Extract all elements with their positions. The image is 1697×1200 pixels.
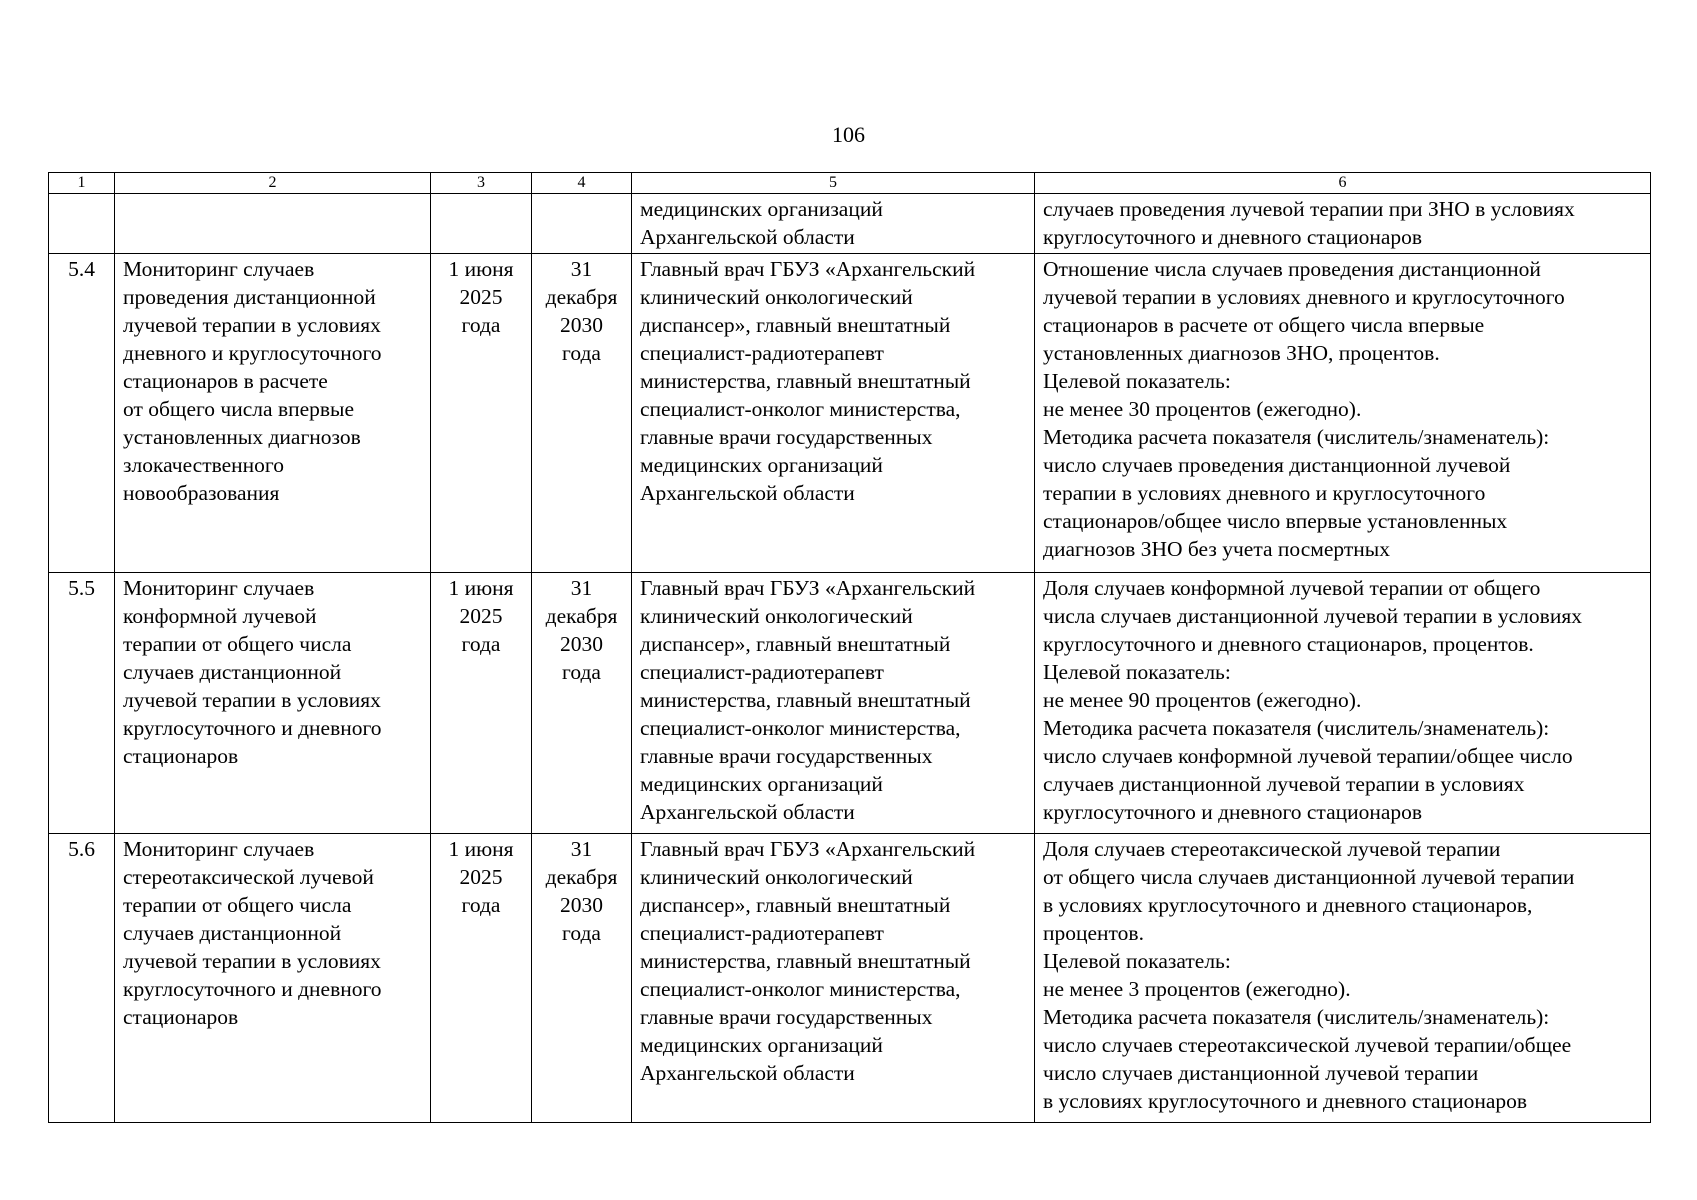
end-date-cell — [532, 194, 632, 254]
indicator-cell — [1035, 254, 1651, 573]
num-cell — [49, 194, 115, 254]
text-line: число случаев проведения дистанционной лучевой — [1043, 453, 1511, 477]
text-line: Главный врач ГБУЗ «Архангельский — [640, 837, 976, 861]
end-date-cell — [532, 573, 632, 834]
text-line: случаев проведения лучевой терапии при ЗНО в условиях — [1043, 197, 1575, 221]
text-line: стационаров в расчете — [123, 369, 328, 393]
text-line: Методика расчета показателя (числитель/знаменатель): — [1043, 425, 1550, 449]
text-line: Мониторинг случаев — [123, 576, 315, 600]
column-number: 1 — [49, 173, 115, 194]
text-line: года — [562, 921, 601, 945]
text-line: число случаев дистанционной лучевой терапии — [1043, 1061, 1479, 1085]
text-line: специалист-радиотерапевт — [640, 341, 884, 365]
text-line: стационаров — [123, 744, 239, 768]
text-line: специалист-онколог министерства, — [640, 716, 961, 740]
text-line: не менее 30 процентов (ежегодно). — [1043, 397, 1362, 421]
text-line: клинический онкологический — [640, 604, 913, 628]
text-line: Методика расчета показателя (числитель/знаменатель): — [1043, 716, 1550, 740]
text-line: числа случаев дистанционной лучевой терапии в условиях — [1043, 604, 1582, 628]
text-line: круглосуточного и дневного стационаров — [1043, 225, 1423, 249]
text-line: 2025 — [459, 285, 503, 309]
text-line: медицинских организаций — [640, 453, 883, 477]
text-line: Архангельской области — [640, 800, 855, 824]
end-date-cell — [532, 254, 632, 573]
end-date-cell — [532, 834, 632, 1123]
text-line: министерства, главный внештатный — [640, 369, 971, 393]
text-line: года — [461, 632, 501, 656]
text-line: 31 — [570, 257, 593, 281]
text-line: медицинских организаций — [640, 197, 883, 221]
row-number: 5.6 — [49, 834, 115, 1123]
table-row — [49, 254, 1651, 573]
text-line: специалист-радиотерапевт — [640, 660, 884, 684]
text-line: случаев дистанционной — [123, 921, 342, 945]
text-line: в условиях круглосуточного и дневного стационаров — [1043, 1089, 1528, 1113]
text-line: Целевой показатель: — [1043, 949, 1231, 973]
text-line: конформной лучевой — [123, 604, 317, 628]
text-line: специалист-онколог министерства, — [640, 397, 961, 421]
text-line: терапии от общего числа — [123, 893, 352, 917]
table-row — [49, 573, 1651, 834]
event-cell — [115, 834, 431, 1123]
text-line: главные врачи государственных — [640, 425, 933, 449]
text-line: министерства, главный внештатный — [640, 688, 971, 712]
column-number: 6 — [1035, 173, 1651, 194]
text-line: Мониторинг случаев — [123, 257, 315, 281]
text-line: 2025 — [459, 865, 503, 889]
text-line: лучевой терапии в условиях — [123, 688, 381, 712]
text-line: 2030 — [560, 893, 603, 917]
text-line: медицинских организаций — [640, 1033, 883, 1057]
start-date-cell — [431, 834, 532, 1123]
text-line: установленных диагнозов — [123, 425, 361, 449]
text-line: Архангельской области — [640, 1061, 855, 1085]
text-line: терапии в условиях дневного и круглосуточного — [1043, 481, 1486, 505]
text-line: года — [461, 893, 501, 917]
text-line: главные врачи государственных — [640, 744, 933, 768]
responsible-cell — [632, 254, 1035, 573]
text-line: Мониторинг случаев — [123, 837, 315, 861]
text-line: новообразования — [123, 481, 280, 505]
text-line: Архангельской области — [640, 225, 855, 249]
column-number: 4 — [532, 173, 632, 194]
text-line: в условиях круглосуточного и дневного стационаров, — [1043, 893, 1533, 917]
text-line: Целевой показатель: — [1043, 660, 1231, 684]
text-line: круглосуточного и дневного — [123, 716, 382, 740]
text-line: специалист-онколог министерства, — [640, 977, 961, 1001]
text-line: число случаев конформной лучевой терапии/общее число — [1043, 744, 1573, 768]
continuation-row — [49, 194, 1651, 254]
text-line: лучевой терапии в условиях дневного и круглосуточного — [1043, 285, 1565, 309]
text-line: круглосуточного и дневного стационаров — [1043, 800, 1423, 824]
text-line: терапии от общего числа — [123, 632, 352, 656]
indicator-cell — [1035, 834, 1651, 1123]
text-line: дневного и круглосуточного — [123, 341, 382, 365]
text-line: главные врачи государственных — [640, 1005, 933, 1029]
text-line: злокачественного — [123, 453, 284, 477]
text-line: проведения дистанционной — [123, 285, 376, 309]
text-line: 2030 — [560, 313, 603, 337]
start-date-cell — [431, 254, 532, 573]
text-line: Целевой показатель: — [1043, 369, 1231, 393]
row-number: 5.4 — [49, 254, 115, 573]
text-line: 2025 — [459, 604, 503, 628]
start-date-cell — [431, 573, 532, 834]
text-line: 1 июня — [448, 576, 514, 600]
table-row — [49, 834, 1651, 1123]
column-numbers-row — [49, 173, 1651, 194]
column-number: 3 — [431, 173, 532, 194]
text-line: процентов. — [1043, 921, 1144, 945]
text-line: 1 июня — [448, 257, 514, 281]
text-line: от общего числа впервые — [123, 397, 355, 421]
start-date-cell — [431, 194, 532, 254]
text-line: установленных диагнозов ЗНО, процентов. — [1043, 341, 1440, 365]
text-line: случаев дистанционной лучевой терапии в условиях — [1043, 772, 1525, 796]
text-line: 1 июня — [448, 837, 514, 861]
text-line: стационаров — [123, 1005, 239, 1029]
text-line: специалист-радиотерапевт — [640, 921, 884, 945]
text-line: Архангельской области — [640, 481, 855, 505]
text-line: года — [461, 313, 501, 337]
row-number: 5.5 — [49, 573, 115, 834]
text-line: диспансер», главный внештатный — [640, 632, 951, 656]
text-line: диспансер», главный внештатный — [640, 893, 951, 917]
text-line: 31 — [570, 576, 593, 600]
text-line: не менее 90 процентов (ежегодно). — [1043, 688, 1362, 712]
text-line: стационаров/общее число впервые установленных — [1043, 509, 1508, 533]
page-number: 106 — [832, 122, 865, 147]
indicator-cell — [1035, 573, 1651, 834]
text-line: Методика расчета показателя (числитель/знаменатель): — [1043, 1005, 1550, 1029]
text-line: Главный врач ГБУЗ «Архангельский — [640, 576, 976, 600]
text-line: Доля случаев стереотаксической лучевой терапии — [1043, 837, 1501, 861]
text-line: не менее 3 процентов (ежегодно). — [1043, 977, 1351, 1001]
text-line: круглосуточного и дневного — [123, 977, 382, 1001]
responsible-cell — [632, 194, 1035, 254]
text-line: года — [562, 660, 601, 684]
responsible-cell — [632, 834, 1035, 1123]
text-line: диагнозов ЗНО без учета посмертных — [1043, 537, 1390, 561]
text-line: от общего числа случаев дистанционной лучевой терапии — [1043, 865, 1575, 889]
column-number: 5 — [632, 173, 1035, 194]
text-line: стереотаксической лучевой — [123, 865, 374, 889]
event-cell — [115, 254, 431, 573]
text-line: круглосуточного и дневного стационаров, процентов. — [1043, 632, 1534, 656]
text-line: клинический онкологический — [640, 865, 913, 889]
text-line: диспансер», главный внештатный — [640, 313, 951, 337]
text-line: клинический онкологический — [640, 285, 913, 309]
text-line: число случаев стереотаксической лучевой терапии/общее — [1043, 1033, 1572, 1057]
text-line: лучевой терапии в условиях — [123, 949, 381, 973]
measures-table — [48, 172, 1651, 1123]
responsible-cell — [632, 573, 1035, 834]
text-line: министерства, главный внештатный — [640, 949, 971, 973]
text-line: медицинских организаций — [640, 772, 883, 796]
text-line: стационаров в расчете от общего числа впервые — [1043, 313, 1485, 337]
text-line: декабря — [545, 604, 618, 628]
text-line: декабря — [545, 865, 618, 889]
event-cell — [115, 194, 431, 254]
text-line: Доля случаев конформной лучевой терапии от общего — [1043, 576, 1541, 600]
event-cell — [115, 573, 431, 834]
text-line: декабря — [545, 285, 618, 309]
indicator-cell — [1035, 194, 1651, 254]
text-line: Отношение числа случаев проведения дистанционной — [1043, 257, 1541, 281]
text-line: года — [562, 341, 601, 365]
column-number: 2 — [115, 173, 431, 194]
text-line: Главный врач ГБУЗ «Архангельский — [640, 257, 976, 281]
text-line: случаев дистанционной — [123, 660, 342, 684]
text-line: лучевой терапии в условиях — [123, 313, 381, 337]
text-line: 2030 — [560, 632, 603, 656]
text-line: 31 — [570, 837, 593, 861]
